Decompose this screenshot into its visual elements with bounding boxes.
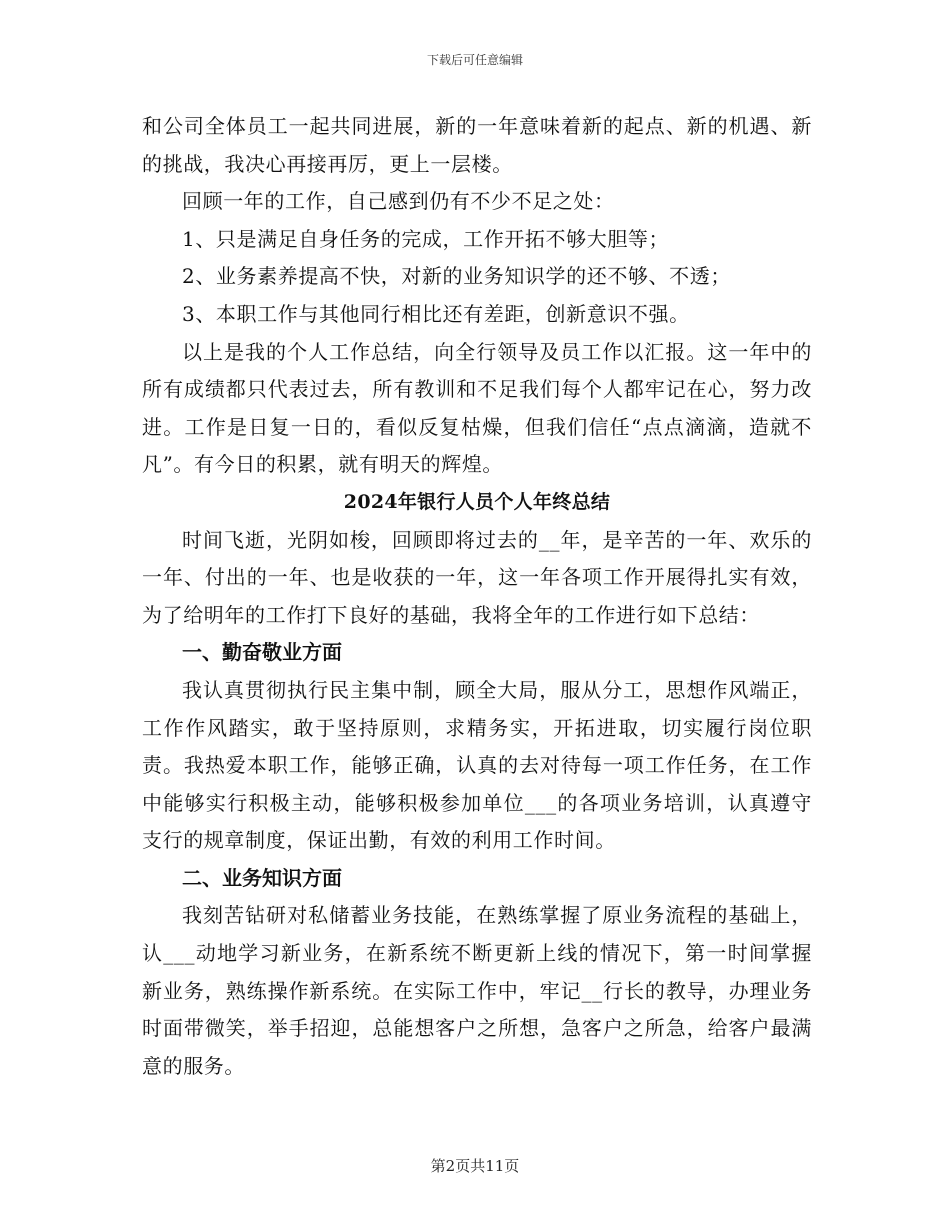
paragraph-section-2: 我刻苦钻研对私储蓄业务技能，在熟练掌握了原业务流程的基础上，认___动地学习新业务，在新系统不断更新上线的情况下，第一时间掌握新业务，熟练操作新系统。在实际工作中，牢记__行长的教导，办理业务时面带微笑，举手招迎，总能想客户之所想，急客户之所急，给客户最满意的服务。 [142, 903, 812, 1078]
header-note: 下载后可任意编辑 [426, 53, 523, 67]
paragraph-review-intro: 回顾一年的工作，自己感到仍有不少不足之处： [182, 189, 615, 214]
list-item-2: 2、业务素养提高不快，对新的业务知识学的还不够、不透； [182, 264, 731, 289]
paragraph-intro: 时间飞逝，光阴如梭，回顾即将过去的__年，是辛苦的一年、欢乐的一年、付出的一年、也是收获的一年，这一年各项工作开展得扎实有效，为了给明年的工作打下良好的基础，我将全年的工作进行如下总结： [142, 527, 812, 627]
paragraph-conclusion: 以上是我的个人工作总结，向全行领导及员工作以汇报。这一年中的所有成绩都只代表过去，所有教训和不足我们每个人都牢记在心，努力改进。工作是日复一日的，看似反复枯燥，但我们信任“点点滴滴，造就不凡”。有今日的积累，就有明天的辉煌。 [142, 339, 812, 477]
document-body [142, 108, 812, 1085]
paragraph-continuation: 和公司全体员工一起共同进展，新的一年意味着新的起点、新的机遇、新的挑战，我决心再接再厉，更上一层楼。 [142, 114, 812, 176]
document-title: 2024年银行人员个人年终总结 [343, 490, 611, 513]
page-number: 第2页共11页 [430, 1157, 520, 1175]
list-item-3: 3、本职工作与其他同行相比还有差距，创新意识不强。 [182, 301, 690, 326]
section-heading-2: 二、业务知识方面 [182, 865, 342, 890]
paragraph-section-1: 我认真贯彻执行民主集中制，顾全大局，服从分工，思想作风端正，工作作风踏实，敢于坚持原则，求精务实，开拓进取，切实履行岗位职责。我热爱本职工作，能够正确，认真的去对待每一项工作任务，在工作中能够实行积极主动，能够积极参加单位___的各项业务培训，认真遵守支行的规章制度，保证出勤，有效的利用工作时间。 [142, 677, 812, 853]
section-heading-1: 一、勤奋敬业方面 [182, 640, 342, 665]
list-item-1: 1、只是满足自身任务的完成，工作开拓不够大胆等； [182, 226, 670, 251]
